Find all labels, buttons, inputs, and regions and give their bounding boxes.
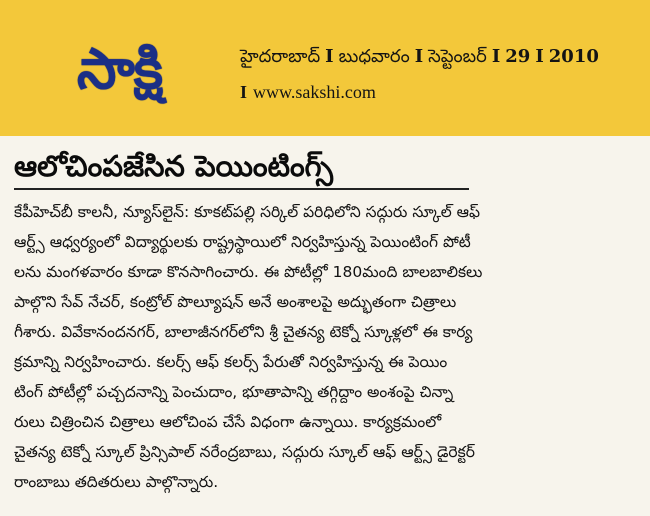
article-line: పాల్గొని సేవ్ నేచర్, కంట్రోల్ పొల్యూషన్ అనే అంశాలపై అద్భుతంగా చిత్రాలు [14,293,457,311]
dateline-day: 29 [505,46,531,67]
headline-underline [14,188,469,190]
article-line: చైతన్య టెక్నో స్కూల్ ప్రిన్సిపాల్ నరేంద్రబాబు, సద్గురు స్కూల్ ఆఫ్ ఆర్ట్స్ డైరెక్టర్ [14,443,475,461]
article-line: క్రమాన్ని నిర్వహించారు. కలర్స్ ఆఫ్ కలర్స్ పేరుతో నిర్వహిస్తున్న ఈ పెయిం [14,353,448,371]
dateline-separator: I [535,46,544,67]
article-line: ఆర్ట్స్ ఆధ్వర్యంలో విద్యార్థులకు రాష్ట్రస్థాయిలో నిర్వహిస్తున్న పెయింటింగ్ పోటీ [14,233,471,251]
masthead [0,0,650,136]
article-line: కేపీహెచ్‌బీ కాలనీ, న్యూస్‌లైన్: కూకట్‌పల్లి సర్కిల్ పరిధిలోని సద్గురు స్కూల్ ఆఫ్ [14,203,481,221]
article [0,136,650,516]
dateline-separator: I [414,46,424,67]
dateline-month: సెప్టెంబర్ [428,46,487,67]
website-url: www.sakshi.com [253,82,376,102]
dateline-separator: I [325,46,334,67]
newspaper-logo: సాక్షి [77,36,162,102]
article-headline: ఆలోచింపజేసిన పెయింటింగ్స్ [14,149,334,183]
dateline-year: 2010 [548,46,599,67]
dateline [240,44,640,70]
article-line: గీశారు. వివేకానందనగర్, బాలాజీనగర్‌లోని శ్రీ చైతన్య టెక్నో స్కూళ్లలో ఈ కార్య [14,323,473,341]
dateline-separator: I [491,46,501,67]
article-line: రులు చిత్రించిన చిత్రాలు ఆలోచింప చేసే విధంగా ఉన్నాయి. కార్యక్రమంలో [14,413,442,431]
dateline-weekday: బుధవారం [338,46,410,67]
article-line: టింగ్ పోటీల్లో పచ్చదనాన్ని పెంచుదాం, భూతాపాన్ని తగ్గిద్దాం అంశంపై చిన్నా [14,383,454,401]
dateline-city: హైదరాబాద్ [240,46,321,67]
website-separator: I [240,82,248,102]
article-line: రాంబాబు తదితరులు పాల్గొన్నారు. [14,473,219,491]
website-line [240,82,376,103]
article-line: లను మంగళవారం కూడా కొనసాగించారు. ఈ పోటీల్లో 180మంది బాలబాలికలు [14,263,483,281]
article-body [14,197,642,497]
